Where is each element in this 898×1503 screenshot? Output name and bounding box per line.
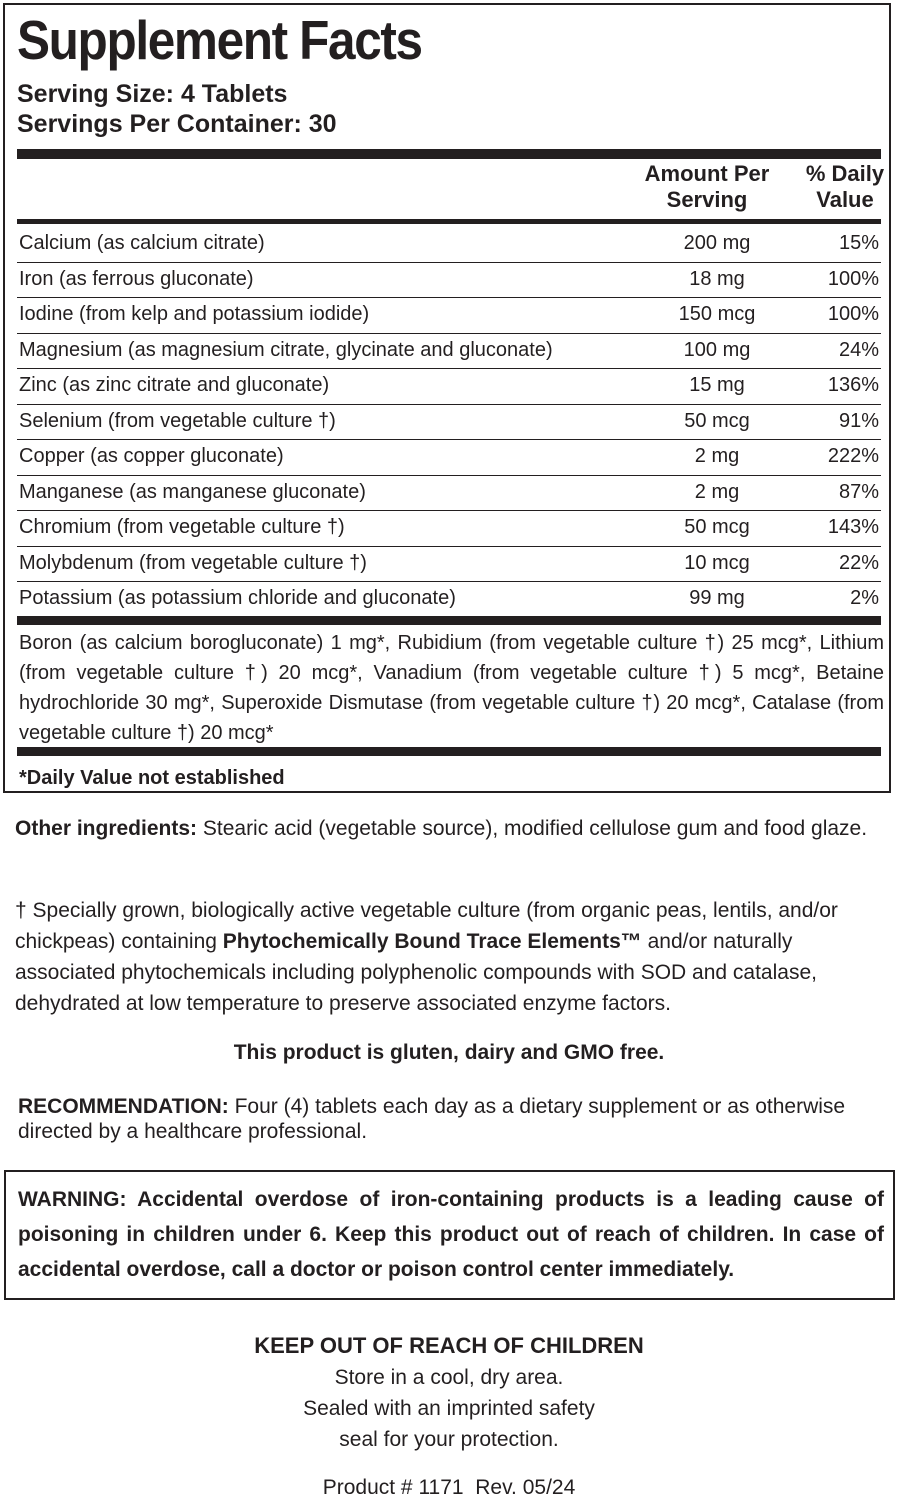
dv-header-line2: Value: [816, 187, 874, 212]
amount-header-line2: Serving: [666, 187, 748, 212]
nutrient-row: [17, 297, 881, 332]
nutrient-name: Molybdenum (from vegetable culture †): [19, 551, 367, 574]
other-ingredients-text: Stearic acid (vegetable source), modified cellulose gum and food glaze.: [197, 817, 868, 840]
storage-line-1: Store in a cool, dry area.: [334, 1366, 564, 1389]
nutrient-name: Potassium (as potassium chloride and gluconate): [19, 587, 456, 609]
nutrient-row: [17, 510, 881, 545]
keep-out-of-reach: KEEP OUT OF REACH OF CHILDREN: [254, 1333, 644, 1358]
nutrient-amount: 50 mcg: [684, 409, 750, 432]
nutrient-amount: 10 mcg: [684, 551, 750, 574]
nutrient-row: [17, 368, 881, 403]
nutrient-daily-value: 136%: [827, 374, 879, 396]
footnote-divider-bar: [17, 747, 881, 756]
nutrient-daily-value: 222%: [827, 445, 879, 467]
nutrient-amount: 99 mg: [689, 587, 745, 609]
culture-note-part2: and/or naturally associated phytochemicals including polyphenolic compounds with SOD and catalase, dehydrated at low temperature to preserve associated enzyme factors.: [15, 930, 817, 1015]
nutrient-amount: 18 mg: [689, 267, 745, 290]
nutrient-daily-value: 24%: [838, 338, 879, 361]
table-end-bar: [17, 616, 881, 625]
amount-per-serving-header: [632, 161, 782, 213]
nutrient-amount: 100 mg: [683, 338, 751, 361]
top-divider-bar: [17, 149, 881, 159]
serving-size: Serving Size: 4 Tablets: [17, 80, 288, 108]
nutrient-daily-value: 15%: [838, 232, 879, 254]
nutrient-row: [17, 439, 881, 474]
allergen-free-statement: This product is gluten, dairy and GMO free.: [233, 1041, 665, 1064]
nutrient-amount: 2 mg: [694, 445, 740, 467]
nutrient-amount: 15 mg: [689, 374, 745, 396]
warning-box: [4, 1170, 895, 1300]
nutrient-name: Manganese (as manganese gluconate): [19, 480, 366, 503]
nutrient-row: [17, 404, 881, 439]
dv-header-line1: % Daily: [805, 161, 885, 186]
recommendation: [18, 1094, 878, 1144]
nutrient-name: Calcium (as calcium citrate): [19, 232, 265, 254]
header-divider-bar: [17, 219, 881, 224]
nutrient-row: [17, 333, 881, 368]
nutrient-name: Copper (as copper gluconate): [19, 445, 284, 467]
nutrient-daily-value: 100%: [827, 267, 879, 290]
supplement-facts-panel: [3, 3, 891, 793]
warning-text: WARNING: Accidental overdose of iron-containing products is a leading cause of poisoning in children under 6. Keep this product out of reach of children. In case of accidental overdose, call a doctor or poison control center immediately.: [18, 1188, 884, 1281]
culture-note-bold: Phytochemically Bound Trace Elements™: [222, 930, 642, 953]
other-ingredients-label: Other ingredients:: [15, 817, 198, 840]
nutrient-daily-value: 100%: [827, 303, 879, 325]
nutrient-row: [17, 226, 881, 261]
recommendation-label: RECOMMENDATION:: [18, 1095, 229, 1118]
storage-line-3: seal for your protection.: [339, 1428, 559, 1451]
daily-value-footnote: *Daily Value not established: [19, 767, 285, 789]
culture-note-part1: † Specially grown, biologically active vegetable culture (from organic peas, lentils, and/or chickpeas) containing: [15, 899, 838, 953]
nutrient-name: Selenium (from vegetable culture †): [19, 409, 336, 432]
nutrient-daily-value: 22%: [838, 551, 879, 574]
daily-value-header: [770, 161, 898, 213]
nutrient-name: Magnesium (as magnesium citrate, glycinate and gluconate): [19, 338, 553, 361]
nutrient-row: [17, 581, 881, 616]
amount-header-line1: Amount Per: [644, 161, 770, 186]
nutrient-amount: 150 mcg: [678, 303, 756, 325]
nutrient-daily-value: 143%: [827, 516, 879, 538]
product-number: Product # 1171 Rev. 05/24: [322, 1476, 576, 1499]
nutrient-row: [17, 475, 881, 510]
nutrient-amount: 2 mg: [694, 480, 740, 503]
storage-line-2: Sealed with an imprinted safety: [303, 1397, 595, 1420]
other-ingredients: [15, 813, 880, 844]
nutrient-amount: 50 mcg: [684, 516, 750, 538]
nutrient-row: [17, 546, 881, 581]
panel-title: Supplement Facts: [17, 9, 422, 71]
nutrient-name: Iodine (from kelp and potassium iodide): [19, 303, 370, 325]
nutrient-name: Zinc (as zinc citrate and gluconate): [19, 374, 330, 396]
servings-per-container: Servings Per Container: 30: [17, 110, 337, 138]
nutrient-row: [17, 262, 881, 297]
additional-ingredients: Boron (as calcium borogluconate) 1 mg*, Rubidium (from vegetable culture †) 25 mcg*, Lithium (from vegetable culture †) 20 mcg*, Vanadium (from vegetable culture †) 5 mcg*, Betaine hydrochloride 30 mg*, Superoxide Dismutase (from vegetable culture †) 20 mcg*, Catalase (from vegetable culture †) 20 mcg*: [19, 632, 884, 744]
nutrient-daily-value: 91%: [838, 409, 879, 432]
nutrient-daily-value: 2%: [850, 587, 879, 609]
nutrient-amount: 200 mg: [683, 232, 751, 254]
nutrient-name: Chromium (from vegetable culture †): [19, 516, 345, 538]
nutrient-daily-value: 87%: [838, 480, 879, 503]
recommendation-text: Four (4) tablets each day as a dietary supplement or as otherwise directed by a healthcare professional.: [18, 1095, 846, 1143]
vegetable-culture-note: [15, 895, 877, 1019]
nutrient-name: Iron (as ferrous gluconate): [19, 267, 254, 290]
